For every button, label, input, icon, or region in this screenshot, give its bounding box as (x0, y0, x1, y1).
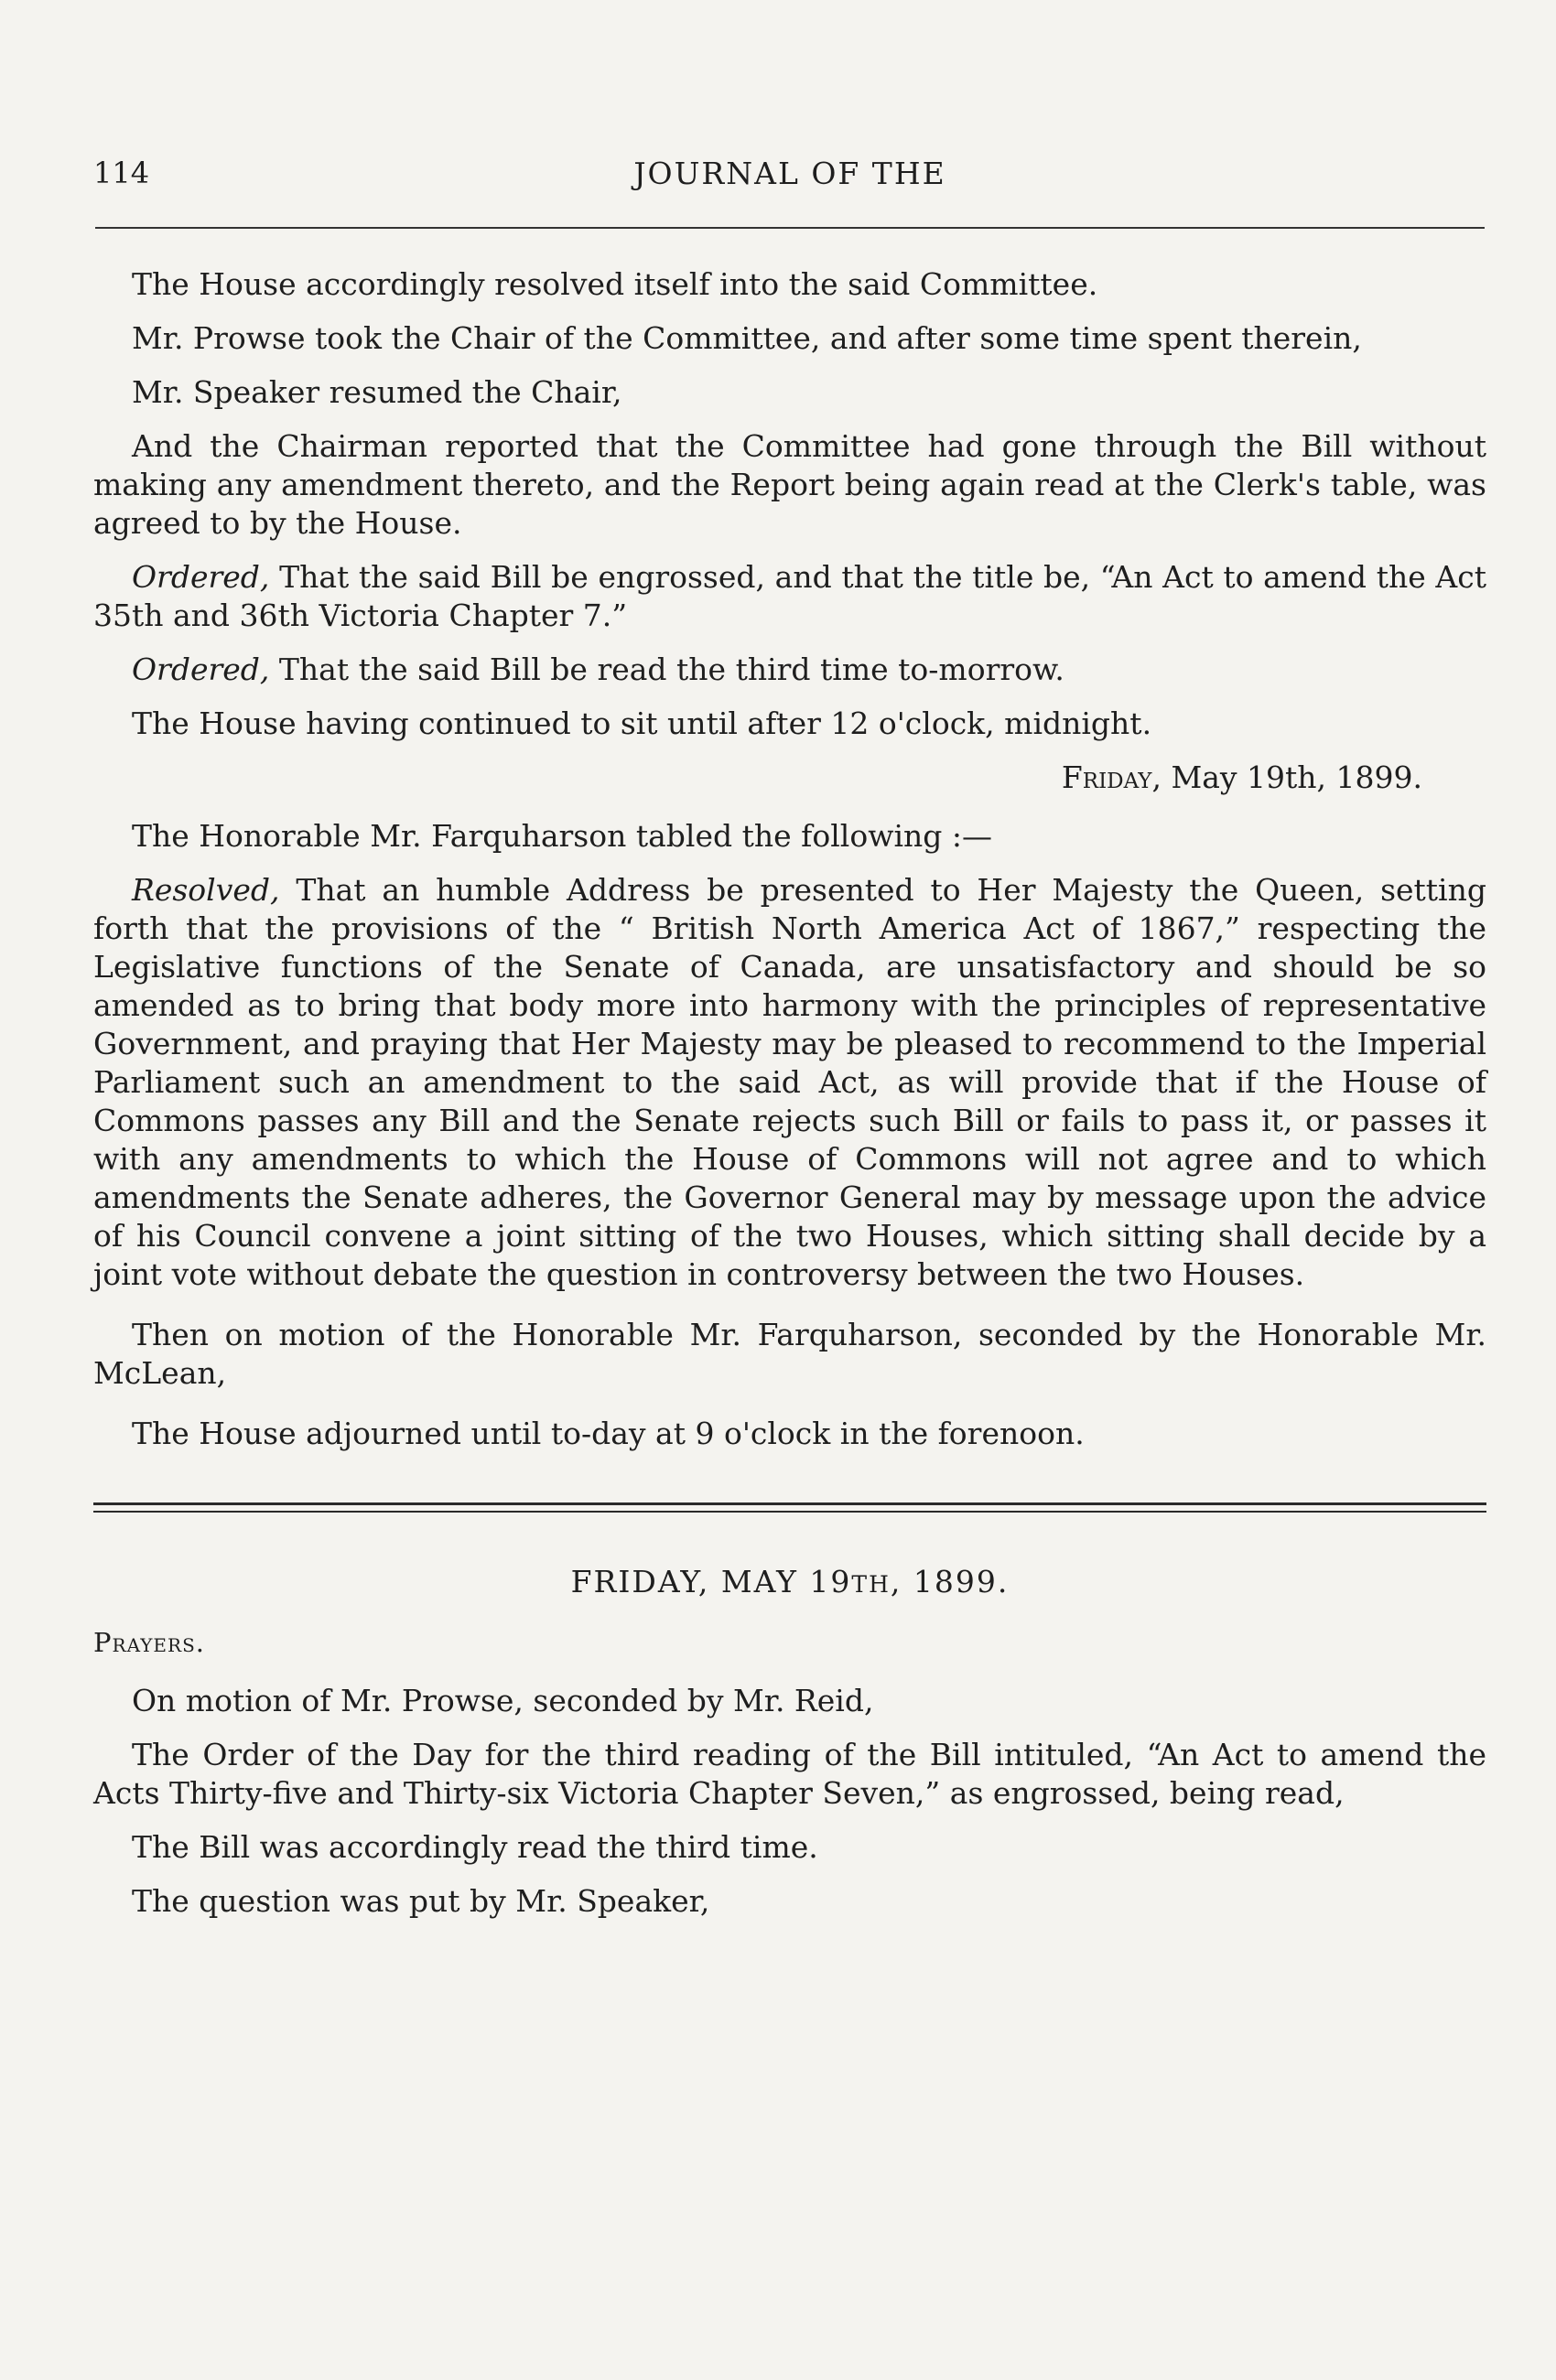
paragraph: The House having continued to sit until after 12 o'clock, midnight. (132, 705, 1152, 741)
paragraph: Mr. Prowse took the Chair of the Committee, and after some time spent therein, (132, 320, 1362, 356)
heading-date: FRIDAY, MAY 19 (570, 1564, 852, 1599)
heading-date-year: , 1899. (890, 1564, 1010, 1599)
resolved-text: That an humble Address be presented to Her Majesty the Queen, setting forth that the provisions of the “ British North America Act of 1867,” respecting the Legislative functions of the Senate of Canada, are unsatisfactory and should be so amended as to bring that body more into harmony with the principles of representative Government, and praying that Her Majesty may be pleased to recommend to the Imperial Parliament such an amendment to the said Act, as will provide that if the House of Commons passes any Bill and the Senate rejects such Bill or fails to pass it, or passes it with any amendments to which the House of Commons will not agree and to which amendments the Senate adheres, the Governor General may by message upon the advice of his Council convene a joint sitting of the two Houses, which sitting shall decide by a joint vote without debate the question in controversy between the two Houses. (93, 872, 1486, 1292)
ordered-lead: Ordered, (132, 559, 270, 595)
running-title: JOURNAL OF THE (633, 156, 946, 191)
paragraph: On motion of Mr. Prowse, seconded by Mr. Reid, (132, 1683, 874, 1718)
paragraph: The Bill was accordingly read the third time. (132, 1829, 818, 1865)
prayers-label: Prayers. (93, 1627, 205, 1658)
date-line (93, 759, 1486, 797)
divider-line-thick (93, 1502, 1486, 1505)
paragraph: The House adjourned until to-day at 9 o'clock in the forenoon. (132, 1416, 1085, 1451)
paragraph: The Order of the Day for the third reading of the Bill intituled, “An Act to amend the Acts Thirty-five and Thirty-six Victoria Chapter Seven,” as engrossed, being read, (93, 1737, 1486, 1811)
date-rest: May 19th, 1899. (1161, 759, 1422, 795)
header-rule (95, 227, 1485, 229)
ordered-text: That the said Bill be engrossed, and that the title be, “An Act to amend the Act 35th and 36th Victoria Chapter 7.” (93, 559, 1486, 633)
ordered-paragraph (93, 558, 1486, 635)
paragraph: Then on motion of the Honorable Mr. Farquharson, seconded by the Honorable Mr. McLean, (93, 1317, 1486, 1391)
divider-line-thin (93, 1511, 1486, 1513)
resolved-lead: Resolved, (132, 872, 280, 908)
paragraph: The question was put by Mr. Speaker, (132, 1883, 710, 1919)
ordered-lead: Ordered, (132, 652, 270, 687)
paragraph: The Honorable Mr. Farquharson tabled the following :— (132, 818, 992, 854)
resolution-paragraph (93, 871, 1486, 1294)
paragraph: And the Chairman reported that the Committee had gone through the Bill without making any amendment thereto, and the Report being again read at the Clerk's table, was agreed to by the House. (93, 428, 1486, 541)
page-number: 114 (93, 156, 150, 190)
paragraph: Mr. Speaker resumed the Chair, (132, 374, 622, 410)
paragraph: The House accordingly resolved itself into the said Committee. (132, 266, 1098, 302)
date-day: Friday, (1061, 759, 1162, 795)
page-header (93, 156, 1486, 199)
section-heading (93, 1564, 1486, 1599)
section-divider (93, 1502, 1486, 1513)
ordered-text: That the said Bill be read the third time to-morrow. (269, 652, 1064, 687)
ordered-paragraph (93, 651, 1486, 689)
heading-date-suffix: TH (851, 1571, 891, 1598)
page-body (93, 265, 1486, 1936)
